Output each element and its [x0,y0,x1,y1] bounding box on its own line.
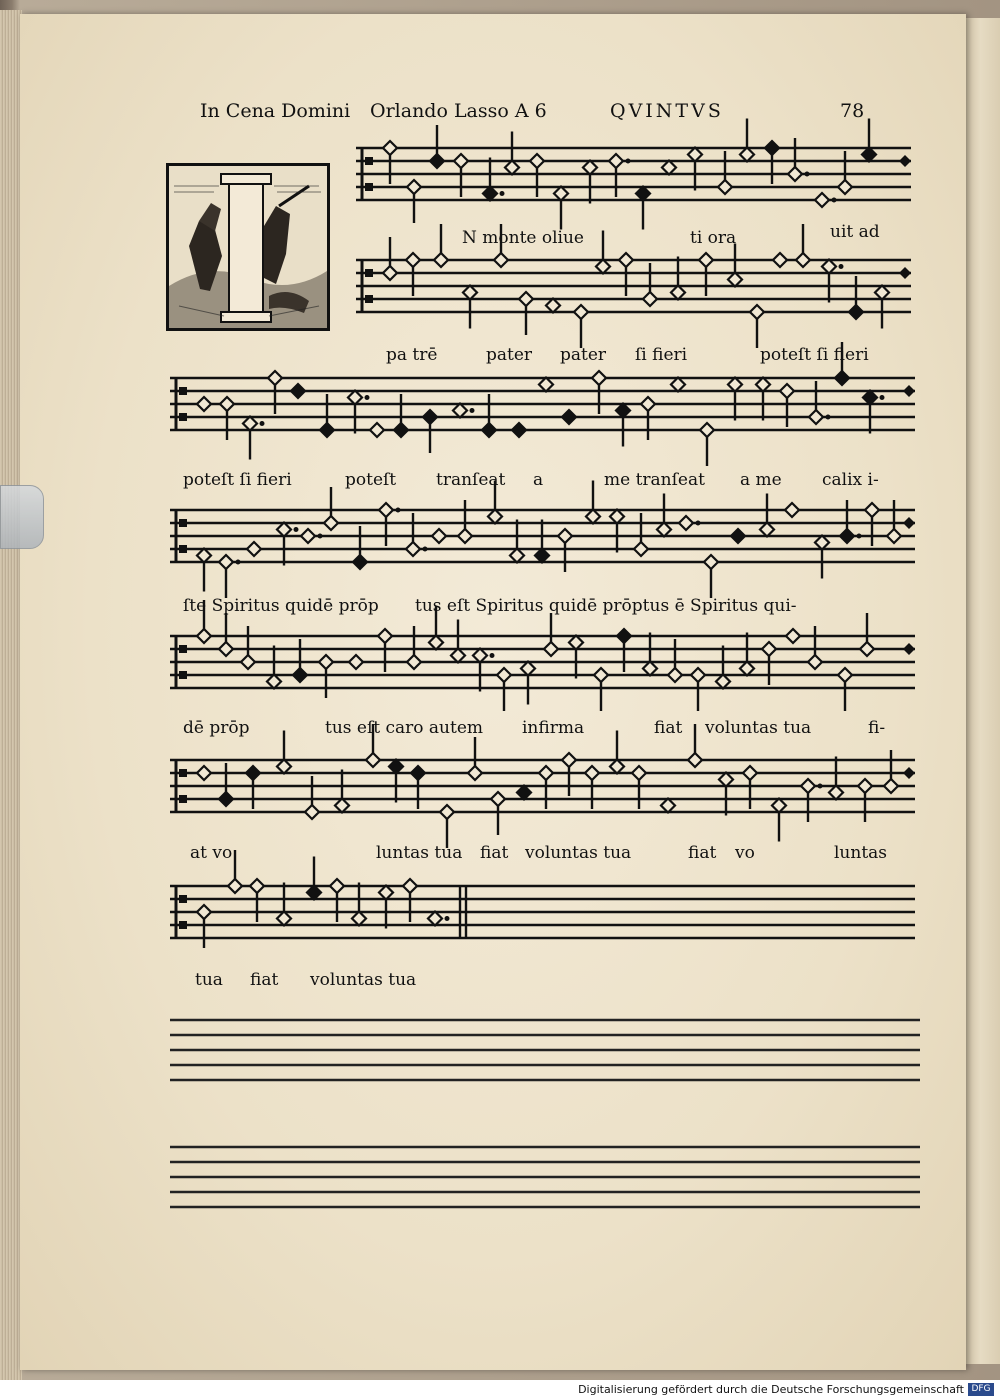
composer-name: Orlando Lasso A 6 [370,100,547,122]
note [849,276,863,319]
lyric-syllable: calix i- [822,470,879,490]
note [383,141,397,184]
note [352,883,366,926]
note [716,646,730,689]
note [887,500,901,543]
note [379,886,393,929]
note [423,410,437,453]
note [535,520,549,563]
lyric-syllable: fi- [868,718,886,738]
note [785,503,799,517]
note [463,286,477,329]
staff-5-notation [170,628,915,708]
note [829,757,843,800]
folio-number: 78 [840,100,865,122]
note [378,629,392,672]
staff-3 [170,370,915,450]
staff-6 [170,752,915,832]
staff-4 [170,502,915,582]
lyric-syllable: tus eſt caro autem [325,718,484,738]
note [671,378,685,392]
note [305,776,319,819]
note [643,263,657,306]
note [619,253,633,296]
note [379,503,401,546]
note [671,257,685,300]
footer-credit: Digitalisierung gefördert durch die Deutsche Forschungsgemeinschaft [578,1383,964,1396]
lyric-syllable: vo [735,843,755,863]
note [592,371,606,414]
note [530,154,544,197]
lyric-syllable: poteſt [345,470,397,490]
note [353,526,367,569]
lyric-syllable: N monte oliue [462,228,584,248]
note [569,636,583,679]
initial-woodcut-image [169,166,327,328]
lyric-syllable: fiat [250,970,279,990]
note [370,423,384,437]
note [219,763,233,806]
note [320,394,334,437]
note [838,151,852,194]
note [403,879,417,922]
lyric-syllable: ti ora [690,228,737,248]
note [786,629,800,643]
note [301,529,323,543]
note [220,397,234,440]
note [197,766,211,780]
work-title: In Cena Domini [200,100,351,122]
note [691,668,705,711]
note [197,397,211,411]
note [197,905,211,948]
decorated-initial [166,163,330,331]
note [662,161,676,175]
lyric-syllable: dē prōp [183,718,250,738]
note [335,770,349,813]
lyric-syllable: at vo [190,843,233,863]
scan-clip [0,485,44,549]
note [718,151,732,194]
note [616,404,630,447]
staff-3-notation [170,370,915,450]
note [808,626,822,669]
note [765,141,779,184]
note [406,253,420,296]
show-through-staves [170,1015,920,1215]
note [389,760,403,803]
facing-page-edge [964,18,1000,1364]
note [740,633,754,676]
note [594,668,608,711]
note [411,766,425,809]
note [815,193,837,207]
staff-5 [170,628,915,708]
note [241,626,255,669]
note [863,391,885,434]
note [291,384,305,398]
note [247,542,261,556]
staff-1 [356,140,911,220]
note [822,260,844,303]
note [512,423,526,437]
note [679,516,701,530]
note [483,158,505,201]
lyric-syllable: pater [560,345,607,365]
voice-part: QVINTVS [610,100,724,122]
lyric-syllable: uit ad [830,222,880,242]
note [407,626,421,669]
note [731,529,745,543]
note [840,500,862,543]
note [668,639,682,682]
staff-2-notation [356,252,911,332]
note [558,529,572,572]
note [428,912,450,926]
note [875,286,889,329]
note [728,378,742,421]
staff-7-notation [170,878,915,958]
lyric-syllable: fiat [654,718,683,738]
book-page-edges [0,10,22,1380]
note [482,394,496,437]
note [349,655,363,669]
note [617,629,631,672]
note [858,779,872,822]
note [809,381,831,424]
note [546,299,560,313]
lyric-syllable: poteſt ſi fieri [183,470,292,490]
note [330,879,344,922]
note [719,773,733,816]
note [641,397,655,440]
note [277,883,291,926]
note [517,786,531,800]
lyric-syllable: tus eſt Spiritus quidē prōptus ē Spiritus qui- [415,596,797,616]
note [293,639,307,682]
note [453,404,475,418]
note [699,253,713,296]
staff-1-notation [356,140,911,220]
note [838,668,852,711]
dfg-logo: DFG [968,1383,994,1396]
lyric-syllable: a me [740,470,782,490]
note [610,510,624,553]
lyric-syllable: luntas tua [376,843,463,863]
lyric-syllable: tua [195,970,223,990]
lyric-syllable: luntas [834,843,888,863]
note [407,180,421,223]
note [454,154,468,197]
lyric-syllable: voluntas tua [525,843,632,863]
lyric-syllable: a [533,470,544,490]
running-head [200,100,880,130]
note [865,503,879,546]
staff-4-notation [170,502,915,582]
note [246,766,260,809]
note [762,642,776,685]
note [585,766,599,809]
lyric-syllable: ſi fieri [635,345,688,365]
lyric-syllable: ſte Spiritus quidē prōp [183,596,379,616]
note [688,148,702,191]
note [756,378,770,421]
lyric-syllable: tranſeat [436,470,506,490]
lyric-syllable: voluntas tua [310,970,417,990]
note [519,292,533,335]
note [491,792,505,835]
note [815,536,829,579]
lyric-syllable: fiat [480,843,509,863]
lyric-syllable: infirma [522,718,585,738]
note [788,138,810,181]
note [497,668,511,711]
note [539,766,553,809]
note [250,879,264,922]
note [510,520,524,563]
lyric-syllable: fiat [688,843,717,863]
lyric-syllable: pater [486,345,533,365]
note [661,799,675,813]
note [267,646,281,689]
note [406,513,428,556]
lyric-syllable: voluntas tua [705,718,812,738]
note [643,633,657,676]
note [473,649,495,692]
staff-2 [356,252,911,332]
note [319,655,333,698]
note [268,371,282,414]
staff-6-notation [170,752,915,832]
note [521,662,535,705]
staff-7 [170,878,915,958]
note [634,513,648,556]
note [432,529,446,543]
note [394,394,408,437]
note [348,391,370,434]
note [884,750,898,793]
digitization-footer [0,1380,1000,1400]
note [773,253,787,267]
note [583,161,597,204]
note [458,500,472,543]
lyric-syllable: poteſt ſi fieri [760,345,869,365]
note [539,378,553,392]
note [632,766,646,809]
note [743,766,757,809]
note [562,753,576,796]
note [609,154,631,197]
lyric-syllable: me tranſeat [604,470,705,490]
note [780,384,794,427]
lyric-syllable: pa trē [386,345,438,365]
note [801,779,823,822]
note [277,523,299,566]
note [562,410,576,424]
